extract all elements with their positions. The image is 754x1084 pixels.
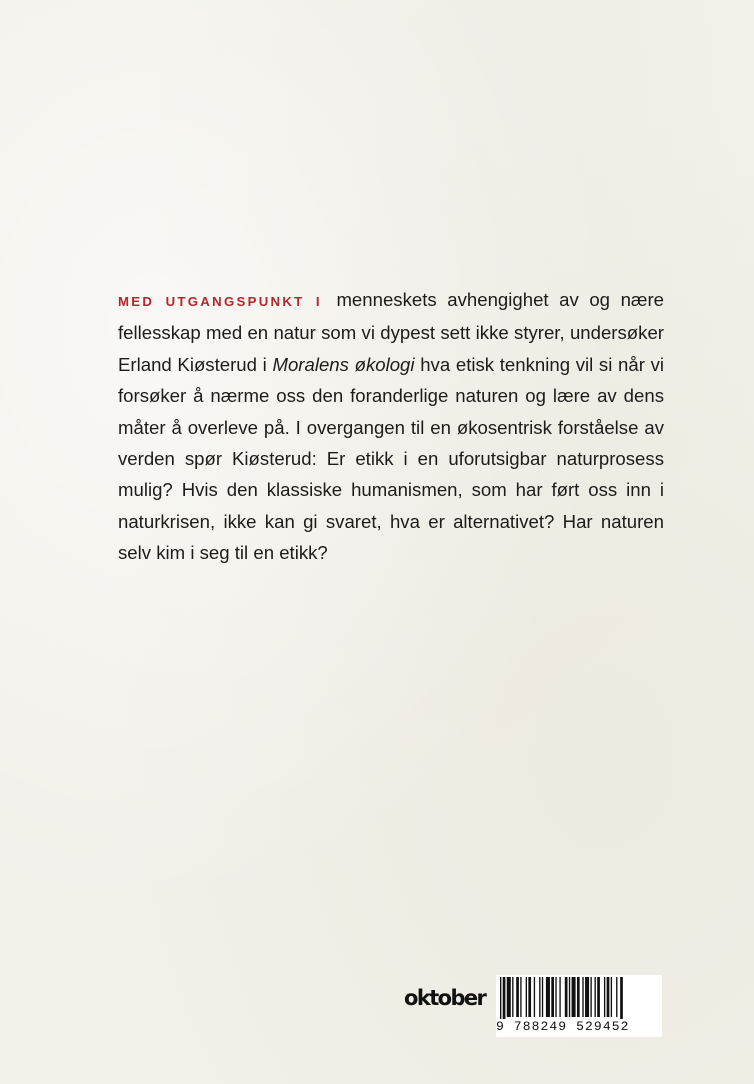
- barcode-bar: [607, 977, 610, 1017]
- barcode-bar: [500, 977, 501, 1019]
- publisher-logo: oktober: [404, 986, 486, 1010]
- barcode-bar: [542, 977, 543, 1017]
- barcode-bar: [616, 977, 617, 1017]
- barcode-bars: [496, 975, 662, 1019]
- book-title: Moralens økologi: [272, 353, 415, 375]
- blurb-text-before-title: menneskets avhengighet av og nære fellesskap med en natur som vi dypest sett ikke styrer, undersøker Erland Kiøsterud i: [118, 289, 664, 375]
- barcode-bar: [585, 977, 589, 1017]
- barcode-bar: [546, 977, 550, 1017]
- barcode-bar: [577, 977, 580, 1017]
- barcode-bar: [534, 977, 535, 1017]
- blurb-lead-in: MED UTGANGSPUNKT I: [118, 294, 322, 309]
- barcode-bar: [620, 977, 623, 1019]
- barcode-bar: [503, 977, 506, 1019]
- barcode-bar: [551, 977, 554, 1017]
- barcode-bar: [559, 977, 560, 1017]
- barcode-bar: [611, 977, 612, 1017]
- isbn-digits: 9 788249 529452: [496, 1019, 630, 1034]
- barcode-bar: [595, 977, 596, 1017]
- barcode-bar: [565, 977, 568, 1017]
- isbn-barcode: [496, 975, 662, 1037]
- barcode-bar: [539, 977, 540, 1017]
- barcode-bar: [569, 977, 570, 1017]
- barcode-bar: [526, 977, 527, 1017]
- back-cover-blurb: [118, 284, 664, 569]
- barcode-bar: [604, 977, 605, 1017]
- barcode-bar: [590, 977, 591, 1017]
- barcode-bar: [572, 977, 576, 1017]
- barcode-bar: [516, 977, 519, 1017]
- barcode-bar: [507, 977, 511, 1017]
- blurb-text-after-title: hva etisk tenkning vil si når vi forsøker å nærme oss den foranderlige naturen og lære av dens måter å overleve på. I overgangen til en økosentrisk forståelse av verden spør Kiøsterud: Er etikk i en uforutsigbar naturprosess mulig? Hvis den klassiske humanismen, som har ført oss inn i naturkrisen, ikke kan gi svaret, hva er alternativet? Har naturen selv kim i seg til en etikk?: [118, 353, 664, 564]
- barcode-bar: [597, 977, 600, 1017]
- barcode-bar: [555, 977, 556, 1017]
- barcode-bar: [582, 977, 583, 1017]
- barcode-bar: [512, 977, 513, 1017]
- barcode-bar: [528, 977, 531, 1017]
- barcode-bar: [520, 977, 521, 1017]
